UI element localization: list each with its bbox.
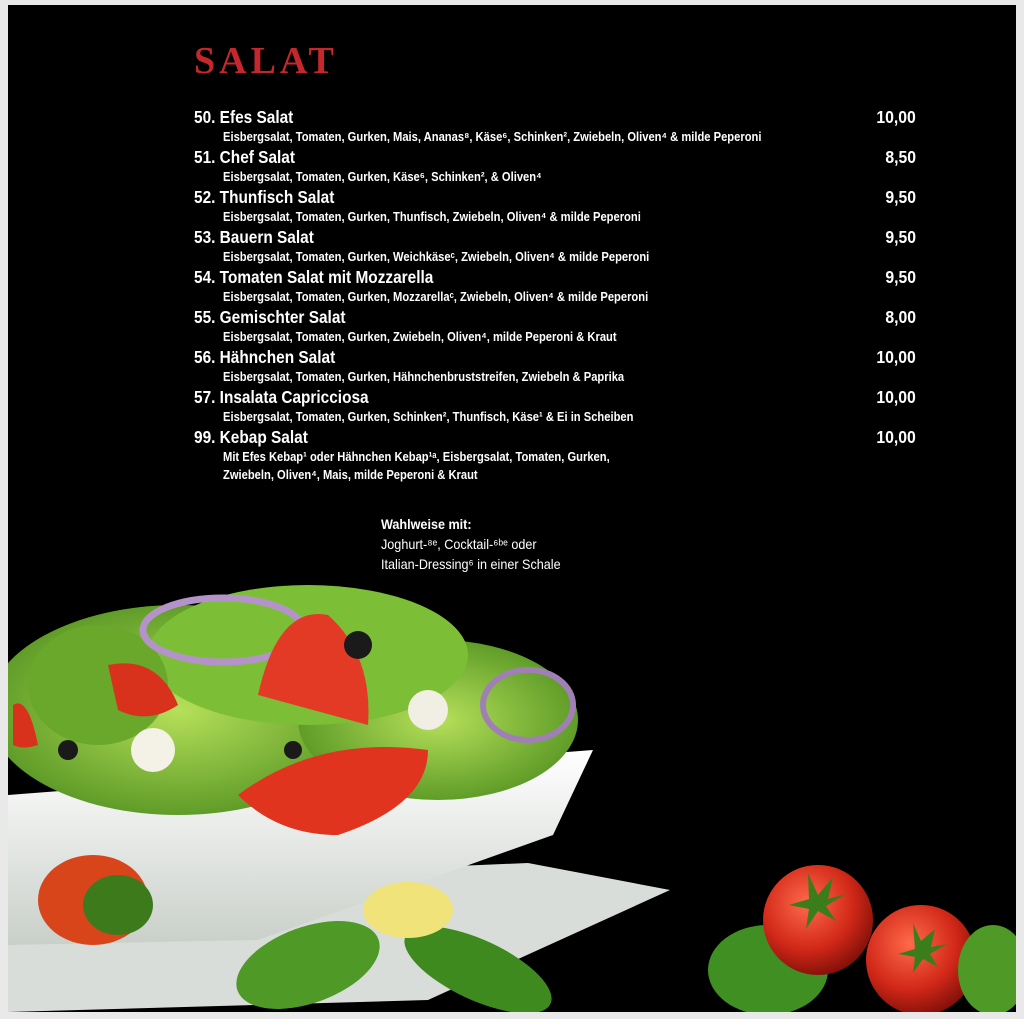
menu-item [194, 387, 916, 426]
menu-page [8, 5, 1016, 1012]
item-price: 10,00 [876, 347, 916, 367]
menu-list [194, 107, 916, 485]
item-description: Eisbergsalat, Tomaten, Gurken, Schinken², Thunfisch, Käse¹ & Ei in Scheiben [223, 409, 634, 424]
item-price: 8,50 [885, 147, 916, 167]
item-price: 8,00 [885, 307, 916, 327]
note-title: Wahlweise mit: [381, 516, 472, 532]
item-description: Eisbergsalat, Tomaten, Gurken, Mais, Ananas⁸, Käse⁶, Schinken², Zwiebeln, Oliven⁴ & milde Peperoni [223, 129, 762, 144]
item-description: Eisbergsalat, Tomaten, Gurken, Thunfisch, Zwiebeln, Oliven⁴ & milde Peperoni [223, 209, 641, 224]
menu-item [194, 187, 916, 226]
item-price: 9,50 [885, 267, 916, 287]
item-name: 57. Insalata Capricciosa [194, 387, 369, 407]
item-name: 52. Thunfisch Salat [194, 187, 335, 207]
section-title: SALAT [194, 40, 338, 82]
item-name: 99. Kebap Salat [194, 427, 308, 447]
item-description: Eisbergsalat, Tomaten, Gurken, Weichkäseᶜ, Zwiebeln, Oliven⁴ & milde Peperoni [223, 249, 650, 264]
item-name: 53. Bauern Salat [194, 227, 314, 247]
item-description: Eisbergsalat, Tomaten, Gurken, Zwiebeln, Oliven⁴, milde Peperoni & Kraut [223, 329, 617, 344]
item-name: 54. Tomaten Salat mit Mozzarella [194, 267, 434, 287]
item-price: 9,50 [885, 227, 916, 247]
dressing-note [381, 514, 561, 574]
menu-item [194, 107, 916, 146]
menu-item [194, 307, 916, 346]
menu-item [194, 347, 916, 386]
note-line: Italian-Dressing⁶ in einer Schale [381, 556, 561, 572]
item-name: 56. Hähnchen Salat [194, 347, 336, 367]
item-price: 10,00 [876, 387, 916, 407]
menu-item [194, 427, 916, 484]
item-name: 51. Chef Salat [194, 147, 296, 167]
menu-item [194, 227, 916, 266]
item-price: 10,00 [876, 107, 916, 127]
item-price: 10,00 [876, 427, 916, 447]
item-description: Eisbergsalat, Tomaten, Gurken, Mozzarellaᶜ, Zwiebeln, Oliven⁴ & milde Peperoni [223, 289, 649, 304]
menu-item [194, 267, 916, 306]
item-description: Mit Efes Kebap¹ oder Hähnchen Kebap¹ᵃ, Eisbergsalat, Tomaten, Gurken, [223, 449, 610, 464]
menu-item [194, 147, 916, 186]
item-description: Eisbergsalat, Tomaten, Gurken, Käse⁶, Schinken², & Oliven⁴ [223, 169, 542, 184]
item-description: Eisbergsalat, Tomaten, Gurken, Hähnchenbruststreifen, Zwiebeln & Paprika [223, 369, 625, 384]
item-description: Zwiebeln, Oliven⁴, Mais, milde Peperoni & Kraut [223, 467, 478, 482]
item-name: 50. Efes Salat [194, 107, 294, 127]
item-price: 9,50 [885, 187, 916, 207]
note-line: Joghurt-⁸ᵉ, Cocktail-⁶ᵇᵉ oder [381, 536, 537, 552]
item-name: 55. Gemischter Salat [194, 307, 346, 327]
